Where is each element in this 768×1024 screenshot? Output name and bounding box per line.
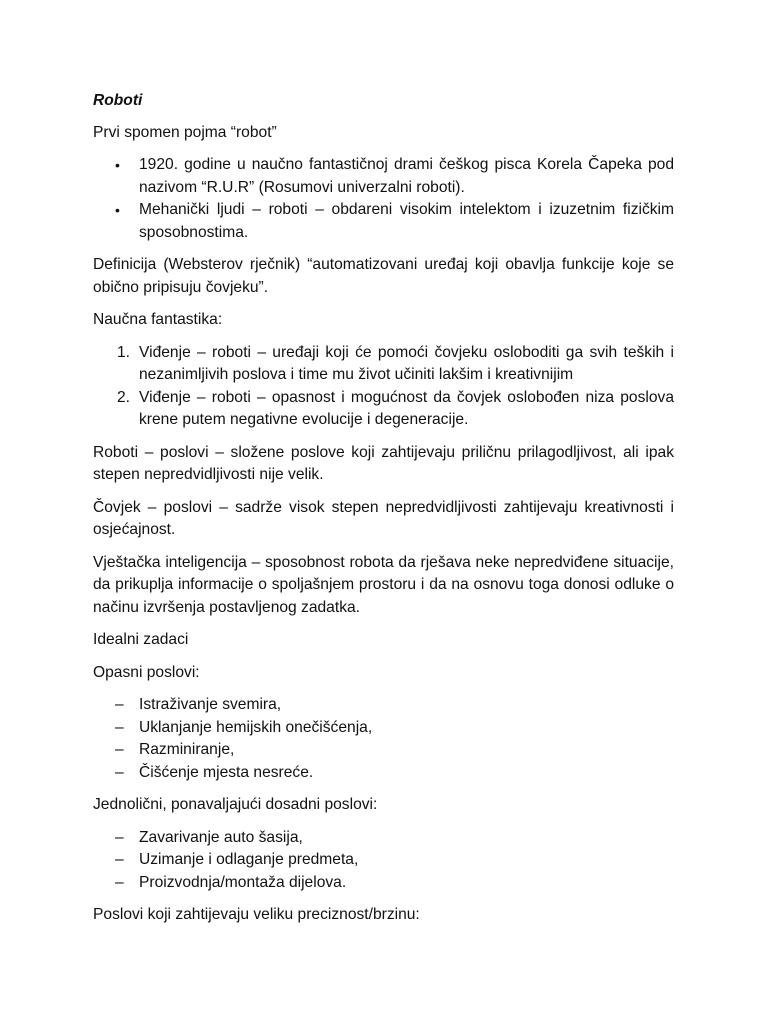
human-jobs-paragraph: Čovjek – poslovi – sadrže visok stepen nepredvidljivosti zahtijevaju kreativnosti i osjećajnost. bbox=[93, 498, 674, 538]
dash-icon: – bbox=[115, 851, 124, 868]
list-item bbox=[93, 849, 674, 872]
list-item-text: Proizvodnja/montaža dijelova. bbox=[139, 873, 347, 891]
list-item-text: Razminiranje, bbox=[139, 741, 235, 758]
dash-icon: – bbox=[115, 763, 124, 781]
list-item-text: 1920. godine u naučno fantastičnoj drami češkog pisca Korela Čapeka pod nazivom “R.U.R” (Rosumovi univerzalni roboti). bbox=[139, 156, 674, 196]
precision-jobs-heading: Poslovi koji zahtijevaju veliku preciznost/brzinu: bbox=[93, 906, 420, 923]
list-item-text: Čišćenje mjesta nesreće. bbox=[139, 763, 314, 781]
list-item bbox=[93, 694, 674, 717]
definition-paragraph: Definicija (Websterov rječnik) “automatizovani uređaj koji obavlja funkcije koje se obično pripisuju čovjeku”. bbox=[93, 256, 674, 296]
list-item-text: Mehanički ljudi – roboti – obdareni visokim intelektom i izuzetnim fizičkim sposobnostima. bbox=[139, 201, 674, 241]
list-item bbox=[93, 872, 674, 895]
list-item-text: Viđenje – roboti – opasnost i mogućnost da čovjek oslobođen niza poslova krene putem negativne evolucije i degeneracije. bbox=[139, 388, 674, 428]
intro-paragraph: Prvi spomen pojma “robot” bbox=[93, 123, 277, 141]
document-title: Roboti bbox=[93, 92, 143, 109]
list-item-text: Istraživanje svemira, bbox=[139, 696, 282, 713]
dash-icon: – bbox=[115, 873, 124, 891]
list-item-text: Viđenje – roboti – uređaji koji će pomoći čovjeku osloboditi ga svih teških i nezanimljivih poslova i time mu život učiniti lakšim i kreativnijim bbox=[139, 343, 674, 383]
list-item bbox=[93, 342, 674, 387]
list-item bbox=[93, 827, 674, 850]
list-item-text: Zavarivanje auto šasija, bbox=[139, 828, 303, 846]
list-item bbox=[93, 199, 674, 244]
monotonous-jobs-list bbox=[93, 827, 674, 895]
document-page bbox=[93, 90, 674, 937]
list-item-text: Uklanjanje hemijskih onečišćenja, bbox=[139, 718, 373, 736]
dash-icon: – bbox=[115, 741, 124, 758]
list-item bbox=[93, 762, 674, 785]
robots-jobs-paragraph: Roboti – poslovi – složene poslove koji zahtijevaju priličnu prilagodljivost, ali ipak stepen nepredvidljivosti nije velik. bbox=[93, 443, 674, 483]
monotonous-jobs-heading: Jednolični, ponavaljajući dosadni poslovi: bbox=[93, 796, 378, 813]
dash-icon: – bbox=[115, 828, 124, 846]
list-item bbox=[93, 717, 674, 740]
dangerous-jobs-heading: Opasni poslovi: bbox=[93, 663, 200, 681]
bullet-icon: • bbox=[115, 202, 120, 218]
sf-heading: Naučna fantastika: bbox=[93, 311, 223, 328]
bullet-icon: • bbox=[115, 157, 120, 173]
number-marker: 2. bbox=[117, 388, 131, 406]
intro-bullet-list bbox=[93, 154, 674, 244]
dash-icon: – bbox=[115, 718, 124, 736]
list-item bbox=[93, 739, 674, 762]
number-marker: 1. bbox=[117, 343, 131, 361]
sf-numbered-list bbox=[93, 342, 674, 432]
ai-paragraph: Vještačka inteligencija – sposobnost robota da rješava neke nepredviđene situacije, da prikuplja informacije o spoljašnjem prostoru i da na osnovu toga donosi odluke o načinu izvršenja postavljenog zadatka. bbox=[93, 553, 674, 616]
list-item bbox=[93, 387, 674, 432]
list-item bbox=[93, 154, 674, 199]
dangerous-jobs-list bbox=[93, 694, 674, 784]
list-item-text: Uzimanje i odlaganje predmeta, bbox=[139, 851, 359, 868]
ideal-tasks-heading: Idealni zadaci bbox=[93, 631, 189, 648]
dash-icon: – bbox=[115, 696, 124, 713]
